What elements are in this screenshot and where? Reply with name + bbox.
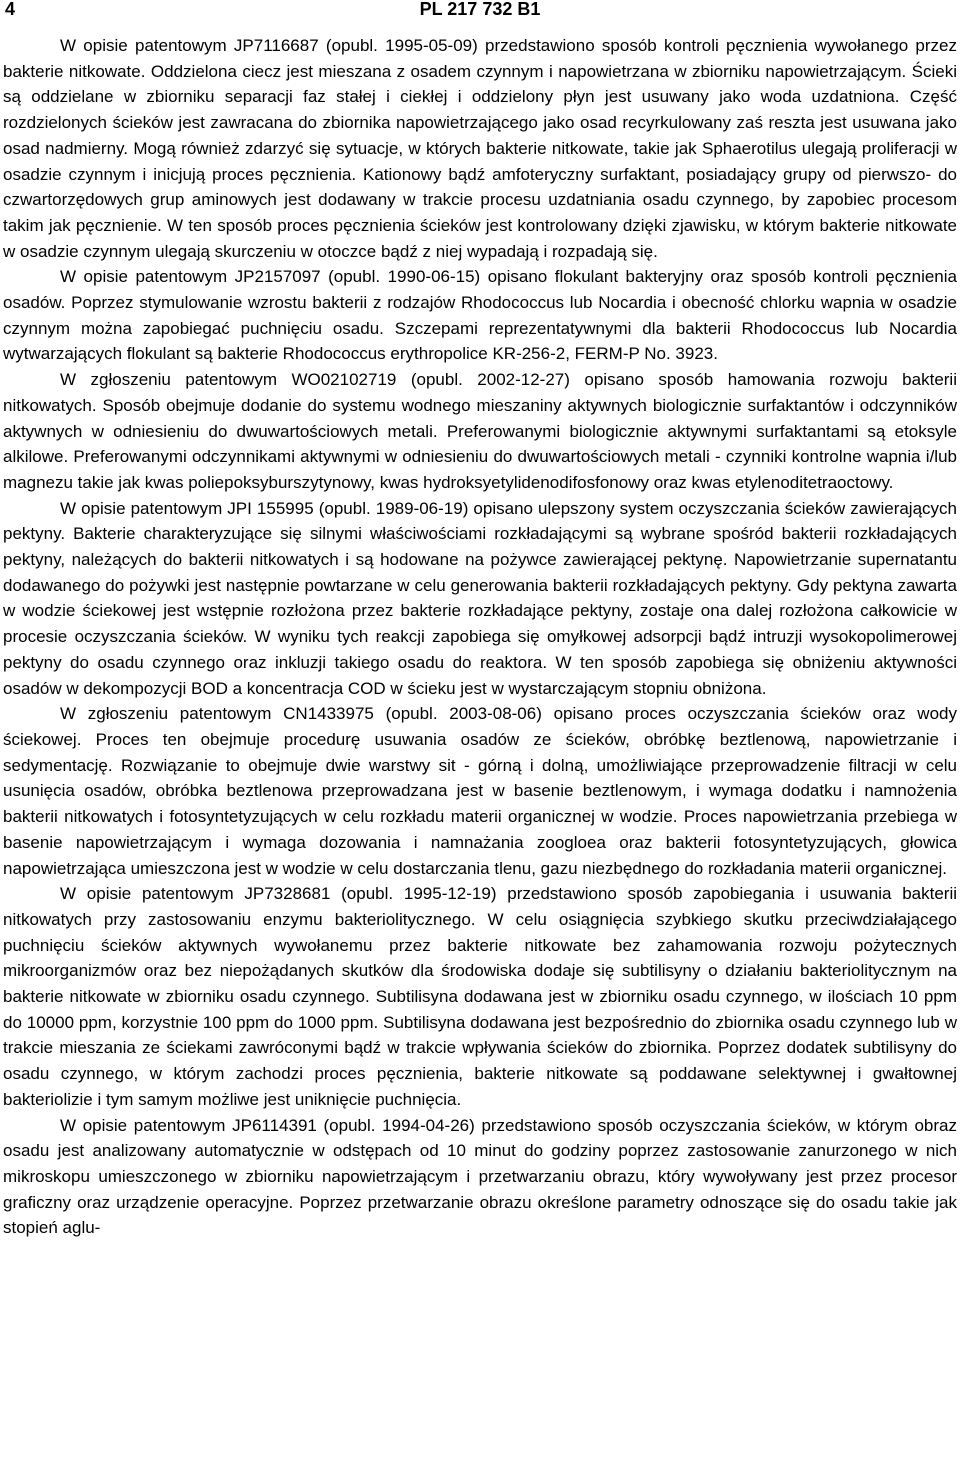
page-number: 4 xyxy=(5,0,16,19)
patent-number: PL 217 732 B1 xyxy=(419,0,541,19)
paragraph-cn1433975: W zgłoszeniu patentowym CN1433975 (opubl. 2003-08-06) opisano proces oczyszczania ścieków oraz wody ściekowej. Proces ten obejmuje procedurę usuwania osadów ze ścieków, obróbkę beztlenową, napowietrzanie i sedymentację. Rozwiązanie to obejmuje dwie warstwy sit - górną i dolną, umożliwiające przeprowadzenie filtracji w celu usunięcia osadów, obróbka beztlenowa przeprowadzana jest w basenie beztlenowym, i wymaga dodatku i namnożenia bakterii nitkowatych i fotosyntetyzujących w celu rozkładu materii organicznej w wodzie. Proces napowietrzania przebiega w basenie napowietrzającym i wymaga dozowania i namnażania zoogloea oraz bakterii fotosyntetyzujących, głowica napowietrzająca umieszczona jest w wodzie w celu dostarczania tlenu, gazu niezbędnego do rozkładania materii organicznej. xyxy=(3,704,957,878)
paragraph-jp7328681: W opisie patentowym JP7328681 (opubl. 1995-12-19) przedstawiono sposób zapobiegania i usuwania bakterii nitkowatych przy zastosowaniu enzymu bakteriolitycznego. W celu osiągnięcia szybkiego skutku przeciwdziałającego puchnięciu ścieków aktywnych wywołanemu przez bakterie nitkowate bez zahamowania rozwoju pożytecznych mikroorganizmów oraz bez niepożądanych skutków dla środowiska dodaje się subtilisyny o działaniu bakteriolitycznym na bakterie nitkowate w zbiorniku osadu czynnego. Subtilisyna dodawana jest w zbiorniku osadu czynnego, w ilościach 10 ppm do 10000 ppm, korzystnie 100 ppm do 1000 ppm. Subtilisyna dodawana jest bezpośrednio do zbiornika osadu czynnego lub w trakcie mieszania ze ściekami zawróconymi bądź w trakcie wpływania ścieków do zbiornika. Poprzez dodatek subtilisyny do osadu czynnego, w którym zachodzi proces pęcznienia, bakterie nitkowate są poddawane selektywnej i gwałtownej bakteriolizie i tym samym możliwe jest uniknięcie puchnięcia. xyxy=(3,884,957,1109)
paragraph-jp6114391: W opisie patentowym JP6114391 (opubl. 1994-04-26) przedstawiono sposób oczyszczania ścieków, w którym obraz osadu jest analizowany automatycznie w odstępach od 10 minut do godziny poprzez zastosowanie zanurzonego w nich mikroskopu umieszczonego w zbiorniku napowietrzającym i przetwarzaniu obrazu, który wywoływany jest przez procesor graficzny oraz urządzenie operacyjne. Poprzez przetwarzanie obrazu określone parametry odnoszące się do osadu takie jak stopień aglu- xyxy=(3,1115,957,1238)
paragraph-jp2157097: W opisie patentowym JP2157097 (opubl. 1990-06-15) opisano flokulant bakteryjny oraz sposób kontroli pęcznienia osadów. Poprzez stymulowanie wzrostu bakterii z rodzajów Rhodococcus lub Nocardia i obecność chlorku wapnia w osadzie czynnym można zapobiegać puchnięciu osadu. Szczepami reprezentatywnymi dla bakterii Rhodococcus lub Nocardia wytwarzających flokulant są bakterie Rhodococcus erythropolice KR-256-2, FERM-P No. 3923. xyxy=(3,267,957,364)
paragraph-wo02102719: W zgłoszeniu patentowym WO02102719 (opubl. 2002-12-27) opisano sposób hamowania rozwoju bakterii nitkowatych. Sposób obejmuje dodanie do systemu wodnego mieszaniny aktywnych biologicznie surfaktantów i odczynników aktywnych w odniesieniu do dwuwartościowych metali. Preferowanymi biologicznie aktywnymi surfaktantami są etoksyle alkilowe. Preferowanymi odczynnikami aktywnymi w odniesieniu do dwuwartościowych metali - czynniki kontrolne wapnia i/lub magnezu takie jak kwas poliepoksyburszytynowy, kwas hydroksyetylidenodifosfonowy oraz kwas etylenoditetraoctowy. xyxy=(3,370,957,492)
paragraph-jp7116687: W opisie patentowym JP7116687 (opubl. 1995-05-09) przedstawiono sposób kontroli pęcznienia wywołanego przez bakterie nitkowate. Oddzielona ciecz jest mieszana z osadem czynnym i napowietrzana w zbiorniku napowietrzającym. Ścieki są oddzielane w zbiorniku separacji faz stałej i ciekłej i oddzielony płyn jest usuwany jako woda uzdatniona. Część rozdzielonych ścieków jest zawracana do zbiornika napowietrzającego jako osad recyrkulowany zaś reszta jest usuwana jako osad nadmierny. Mogą również zdarzyć się sytuacje, w których bakterie nitkowate, takie jak Sphaerotilus ulegają proliferacji w osadzie czynnym i inicjują proces pęcznienia. Kationowy bądź amfoteryczny surfaktant, posiadający grupy od pierwszo- do czwartorzędowych grup aminowych jest dodawany w trakcie procesu uzdatniania osadu czynnego, by zapobiec procesom takim jak pęcznienie. W ten sposób proces pęcznienia ścieków jest kontrolowany dzięki zjawisku, w którym bakterie nitkowate w osadzie czynnym ulegają skurczeniu w otoczce bądź z niej wypadają i rozpadają się. xyxy=(3,36,957,261)
paragraph-jpi155995: W opisie patentowym JPI 155995 (opubl. 1989-06-19) opisano ulepszony system oczyszczania ścieków zawierających pektyny. Bakterie charakteryzujące się silnymi właściwościami rozkładającymi są wybrane spośród bakterii rozkładających pektyny, należących do bakterii nitkowatych i są hodowane na pożywce zawierającej pektynę. Napowietrzanie supernatantu dodawanego do pożywki jest następnie powtarzane w celu generowania bakterii rozkładających pektyny. Gdy pektyna zawarta w wodzie ściekowej jest wstępnie rozłożona przez bakterie rozkładające pektyny, zostaje ona dalej rozłożona całkowicie w procesie oczyszczania ścieków. W wyniku tych reakcji zapobiega się omyłkowej adsorpcji bądź intruzji wysokopolimerowej pektyny do osadu czynnego oraz inkluzji takiego osadu do reaktora. W ten sposób zapobiega się obniżeniu aktywności osadów w dekompozycji BOD a koncentracja COD w ścieku jest w wystarczającym stopniu obniżona. xyxy=(3,498,957,698)
body-text xyxy=(3,33,957,1241)
page-header xyxy=(3,0,957,26)
